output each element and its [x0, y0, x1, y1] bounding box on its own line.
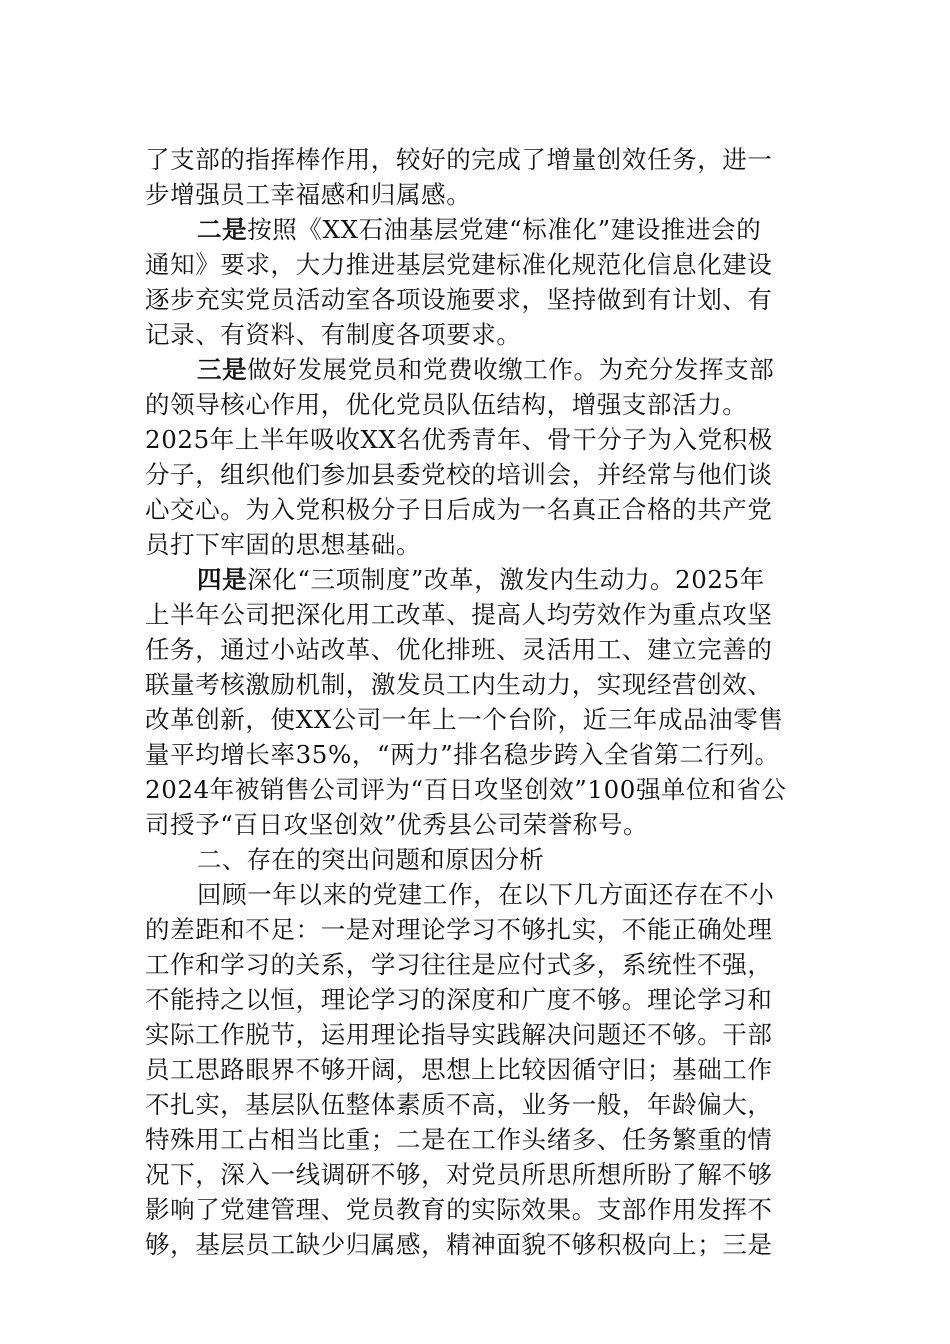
text-line: [145, 877, 815, 913]
line-text: 实际工作脱节，运用理论指导实践解决问题还不够。干部: [145, 1019, 773, 1049]
text-line: [145, 212, 815, 248]
text-line: [145, 1192, 815, 1228]
text-line: [145, 282, 815, 318]
text-line: [145, 1122, 815, 1158]
item-lead: 二是: [197, 214, 248, 244]
text-line: [145, 142, 815, 178]
heading-text: 二、存在的突出问题和原因分析: [197, 844, 545, 874]
text-line: [145, 387, 815, 423]
line-text: 员打下牢固的思想基础。: [145, 529, 422, 559]
line-text: 工作和学习的关系，学习往往是应付式多，系统性不强，: [145, 949, 773, 979]
line-text: 量平均增长率35%，“两力”排名稳步跨入全省第二行列。: [145, 739, 780, 769]
text-line: [145, 1017, 815, 1053]
line-text: 影响了党建管理、党员教育的实际效果。支部作用发挥不: [145, 1194, 773, 1224]
line-text: 联量考核激励机制，激发员工内生动力，实现经营创效、: [145, 669, 773, 699]
line-text: 员工思路眼界不够开阔，思想上比较因循守旧；基础工作: [145, 1054, 773, 1084]
line-text: 了支部的指挥棒作用，较好的完成了增量创效任务，进一: [145, 144, 773, 174]
text-line: [145, 597, 815, 633]
line-text: 分子，组织他们参加县委党校的培训会，并经常与他们谈: [145, 459, 773, 489]
line-text: 记录、有资料、有制度各项要求。: [145, 319, 522, 349]
text-line: [145, 352, 815, 388]
line-text: 通知》要求，大力推进基层党建标准化规范化信息化建设: [145, 249, 773, 279]
text-line: [145, 947, 815, 983]
text-line: [145, 247, 815, 283]
line-text: 的领导核心作用，优化党员队伍结构，增强支部活力。: [145, 389, 748, 419]
line-text: 深化“三项制度”改革，激发内生动力。2025年: [247, 564, 765, 594]
text-line: [145, 807, 815, 843]
line-text: 况下，深入一线调研不够，对党员所思所想所盼了解不够: [145, 1159, 773, 1189]
line-text: 2024年被销售公司评为“百日攻坚创效”100强单位和省公: [145, 774, 787, 804]
text-line: [145, 1227, 815, 1263]
line-text: 不能持之以恒，理论学习的深度和广度不够。理论学习和: [145, 984, 773, 1014]
line-text: 心交心。为入党积极分子日后成为一名真正合格的共产党: [145, 494, 773, 524]
text-line: [145, 702, 815, 738]
line-text: 改革创新，使XX公司一年上一个台阶，近三年成品油零售: [145, 704, 784, 734]
line-text: 不扎实，基层队伍整体素质不高，业务一般，年龄偏大，: [145, 1089, 773, 1119]
line-text: 做好发展党员和党费收缴工作。为充分发挥支部: [247, 354, 775, 384]
line-text: 的差距和不足：一是对理论学习不够扎实，不能正确处理: [145, 914, 773, 944]
text-line: [145, 492, 815, 528]
text-line: [145, 632, 815, 668]
line-text: 步增强员工幸福感和归属感。: [145, 179, 472, 209]
text-line: [145, 457, 815, 493]
line-text: 特殊用工占相当比重；二是在工作头绪多、任务繁重的情: [145, 1124, 773, 1154]
text-line: [145, 1087, 815, 1123]
line-text: 逐步充实党员活动室各项设施要求，坚持做到有计划、有: [145, 284, 773, 314]
line-text: 上半年公司把深化用工改革、提高人均劳效作为重点攻坚: [145, 599, 773, 629]
text-line: [145, 177, 815, 213]
line-text: 2025年上半年吸收XX名优秀青年、骨干分子为入党积极: [145, 424, 773, 454]
text-line: [145, 912, 815, 948]
text-line: [145, 982, 815, 1018]
text-line: [145, 317, 815, 353]
line-text: 回顾一年以来的党建工作，在以下几方面还存在不小: [197, 879, 775, 909]
line-text: 司授予“百日攻坚创效”优秀县公司荣誉称号。: [145, 809, 649, 839]
text-line: [145, 562, 815, 598]
text-line: [145, 422, 815, 458]
line-text: 够，基层员工缺少归属感，精神面貌不够积极向上；三是: [145, 1229, 773, 1259]
item-lead: 三是: [197, 354, 248, 384]
line-text: 任务，通过小站改革、优化排班、灵活用工、建立完善的: [145, 634, 773, 664]
item-lead: 四是: [197, 564, 248, 594]
text-line: [145, 772, 815, 808]
text-line: [145, 1052, 815, 1088]
text-line: [145, 667, 815, 703]
line-text: 按照《XX石油基层党建“标准化”建设推进会的: [247, 214, 762, 244]
text-line: [145, 737, 815, 773]
section-heading: [145, 842, 815, 878]
text-line: [145, 1157, 815, 1193]
text-line: [145, 527, 815, 563]
